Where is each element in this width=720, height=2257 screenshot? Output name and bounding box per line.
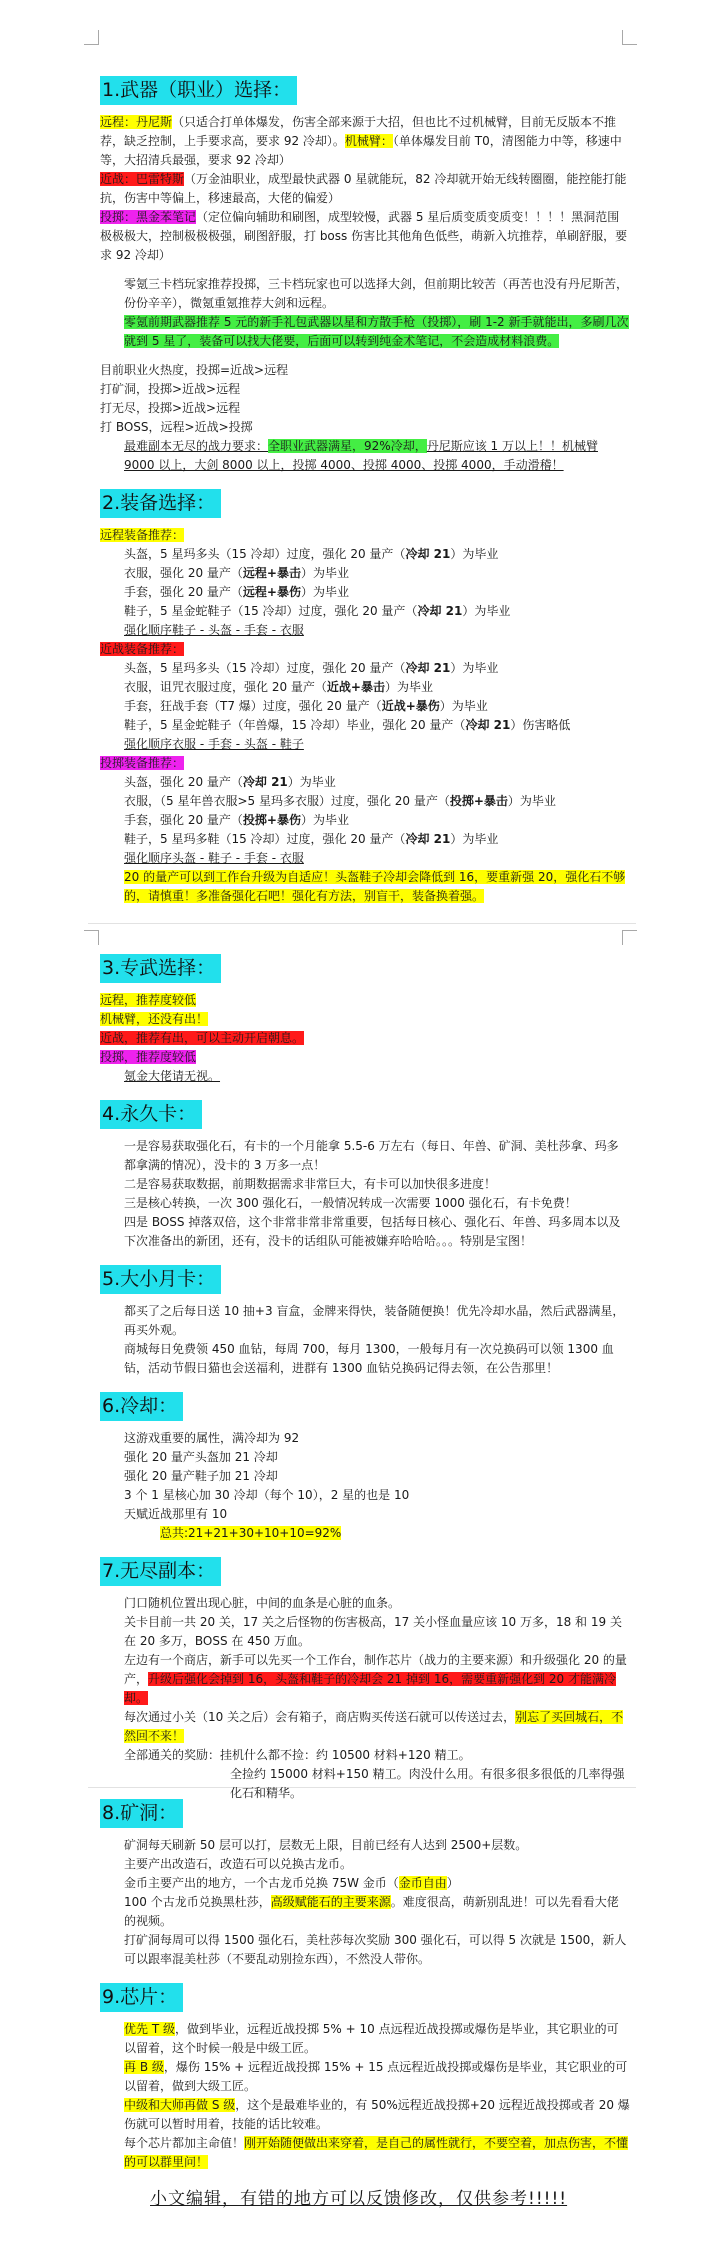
list-item: 投掷，推荐度较低 xyxy=(100,1050,197,1064)
paragraph: 零氪三卡档玩家推荐投掷，三卡档玩家也可以选择大剑，但前期比较苦（再苦也没有丹尼斯苦，份份辛辛），微氪重氪推荐大剑和远程。 xyxy=(124,277,629,310)
paragraph: 三是核心转换，一次 300 强化石，一般情况转成一次需要 1000 强化石，有卡免费！ xyxy=(124,1196,577,1210)
list-item: 头盔，5 星玛多头（15 冷却）过度，强化 20 量产（冷却 21）为毕业 xyxy=(124,547,499,561)
list-item: 衣服，诅咒衣服过度，强化 20 量产（近战+暴击）为毕业 xyxy=(124,680,433,694)
paragraph: 二是容易获取数据，前期数据需求非常巨大，有卡可以加快很多进度！ xyxy=(124,1177,497,1191)
list-item: 手套，强化 20 量产（远程+暴伤）为毕业 xyxy=(124,585,349,599)
paragraph: 零氪前期武器推荐 5 元的新手礼包武器以星和方散手枪（投掷），刷 1-2 新手就能出，多刷几次就到 5 星了，装备可以找大佬要，后面可以转到纯金术笔记，不会造成材料浪费。 xyxy=(124,315,629,348)
page-corner-mark xyxy=(622,30,637,45)
paragraph: 左边有一个商店，新手可以先买一个工作台，制作芯片（战力的主要来源）和升级强化 20 的量产，升级后强化会掉到 16，头盔和鞋子的冷却会 21 掉到 16，需要重新强化到 20 才能满冷却。 xyxy=(124,1653,627,1705)
cooldown-total: 总共:21+21+30+10+10=92% xyxy=(160,1526,342,1540)
document-page-3 xyxy=(100,1785,630,2172)
paragraph: 门口随机位置出现心脏，中间的血条是心脏的血条。 xyxy=(124,1596,401,1610)
paragraph: 中级和大师再做 S 级，这个是最难毕业的，有 50%远程近战投掷+20 远程近战投掷或者 20 爆伤就可以暂时用着，技能的话比较难。 xyxy=(124,2098,630,2131)
highlight-note: 20 的量产可以到工作台升级为自适应！头盔鞋子冷却会降低到 16，要重新强 20，强化石不够的，请慎重！多准备强化石吧！强化有方法，别盲干，装备换着强。 xyxy=(124,870,626,903)
list-item: 强化顺序鞋子 - 头盔 - 手套 - 衣服 xyxy=(124,623,304,637)
paragraph: 近战：巴雷特斯（万金油职业，成型最快武器 0 星就能玩，82 冷却就开始无线转圈圈，能控能打能抗，伤害中等偏上，移速最高，大佬的偏爱） xyxy=(100,172,627,205)
section-heading: 4.永久卡： xyxy=(100,1100,202,1129)
paragraph: 商城每日免费领 450 血钻，每周 700，每月 1300，一般每月有一次兑换码可以领 1300 血钻，活动节假日猫也会送福利，进群有 1300 血钻兑换码记得去领，在公告那里！ xyxy=(124,1342,614,1375)
list-item: 衣服，强化 20 量产（远程+暴击）为毕业 xyxy=(124,566,349,580)
paragraph: 投掷：黑金苯笔记（定位偏向辅助和刷图，成型较慢，武器 5 星后质变质变质变！！！！黑洞范围极极极大，控制极极极强，刷图舒服，打 boss 伤害比其他角色低些，萌新入坑推荐，单刷舒服，要求 92 冷却） xyxy=(100,210,628,262)
subheading: 近战装备推荐： xyxy=(100,642,185,656)
page-break xyxy=(88,923,636,924)
paragraph: 远程：丹尼斯（只适合打单体爆发，伤害全部来源于大招，但也比不过机械臂，目前无反版本不推荐，缺乏控制，上手要求高，要求 92 冷却）。机械臂：（单体爆发目前 T0，清图能力中等，移速中等，大招清兵最强，要求 92 冷却） xyxy=(100,115,622,167)
list-item: 衣服，（5 星年兽衣服>5 星玛多衣服）过度，强化 20 量产（投掷+暴击）为毕业 xyxy=(124,794,556,808)
list-item: 近战，推荐有出，可以主动开启朝息。 xyxy=(100,1031,305,1045)
section-heading: 7.无尽副本： xyxy=(100,1557,221,1586)
paragraph: 打无尽，投掷>近战>远程 xyxy=(100,401,241,415)
paragraph: 优先 T 级，做到毕业，远程近战投掷 5% + 10 点远程近战投掷或爆伤是毕业，其它职业的可以留着，这个时候一般是中级工匠。 xyxy=(124,2022,619,2055)
paragraph: 打矿洞，投掷>近战>远程 xyxy=(100,382,241,396)
section-heading: 6.冷却： xyxy=(100,1392,183,1421)
page-corner-mark xyxy=(84,30,99,45)
paragraph: 四是 BOSS 掉落双倍，这个非常非常非常重要，包括每日核心、强化石、年兽、玛多周本以及下次准备出的新团，还有，没卡的话组队可能被嫌弃哈哈哈。。。特别是宝图！ xyxy=(124,1215,621,1248)
list-item: 鞋子，5 星玛多鞋（15 冷却）过度，强化 20 量产（冷却 21）为毕业 xyxy=(124,832,499,846)
section-heading: 3.专武选择： xyxy=(100,954,221,983)
paragraph: 主要产出改造石，改造石可以兑换古龙币。 xyxy=(124,1857,353,1871)
paragraph: 目前职业火热度，投掷=近战>远程 xyxy=(100,363,289,377)
document-page-2 xyxy=(100,940,630,1803)
document-page-1 xyxy=(100,62,630,906)
list-item: 鞋子，5 星金蛇鞋子（15 冷却）过度，强化 20 量产（冷却 21）为毕业 xyxy=(124,604,511,618)
list-item: 手套，狂战手套（T7 爆）过度，强化 20 量产（近战+暴伤）为毕业 xyxy=(124,699,488,713)
paragraph: 100 个古龙币兑换黑杜莎，高级赋能石的主要来源。难度很高，萌新别乱进！可以先看看大佬的视频。 xyxy=(124,1895,619,1928)
paragraph: 每个芯片都加主命值！刚开始随便做出来穿着，是自己的属性就行，不要空着，加点伤害，不懂的可以群里问！ xyxy=(124,2136,629,2169)
list-item: 氪金大佬请无视。 xyxy=(124,1069,221,1083)
list-item: 头盔，强化 20 量产（冷却 21）为毕业 xyxy=(124,775,336,789)
list-item: 这游戏重要的属性，满冷却为 92 xyxy=(124,1431,300,1445)
paragraph: 再 B 级，爆伤 15% + 远程近战投掷 15% + 15 点远程近战投掷或爆伤是毕业，其它职业的可以留着，做到大级工匠。 xyxy=(124,2060,628,2093)
section-heading: 2.装备选择： xyxy=(100,489,221,518)
section-heading: 5.大小月卡： xyxy=(100,1265,221,1294)
paragraph: 打矿洞每周可以得 1500 强化石，美杜莎每次奖励 300 强化石，可以得 5 次就是 1500，新人可以跟率混美杜莎（不要乱动别捡东西），不然没人带你。 xyxy=(124,1933,627,1966)
list-item: 头盔，5 星玛多头（15 冷却）过度，强化 20 量产（冷却 21）为毕业 xyxy=(124,661,499,675)
paragraph: 一是容易获取强化石，有卡的一个月能拿 5.5-6 万左右（每日、年兽、矿洞、美杜莎拿、玛多都拿满的情况），没卡的 3 万多一点！ xyxy=(124,1139,619,1172)
list-item: 强化顺序衣服 - 手套 - 头盔 - 鞋子 xyxy=(124,737,304,751)
footer-note: 小文编辑，有错的地方可以反馈修改，仅供参考!!!!! xyxy=(150,2189,568,2209)
paragraph: 每次通过小关（10 关之后）会有箱子，商店购买传送石就可以传送过去，别忘了买回城石，不然回不来！ xyxy=(124,1710,624,1743)
list-item: 强化顺序头盔 - 鞋子 - 手套 - 衣服 xyxy=(124,851,304,865)
paragraph: 最难副本无尽的战力要求：全职业武器满星，92%冷却，丹尼斯应该 1 万以上！！机械臂 9000 以上，大剑 8000 以上，投掷 4000、投掷 4000、投掷 4000，手动滑稽！ xyxy=(124,439,598,472)
section-heading: 9.芯片： xyxy=(100,1983,183,2012)
paragraph: 金币主要产出的地方，一个古龙币兑换 75W 金币（金币自由） xyxy=(124,1876,459,1890)
list-item: 强化 20 量产鞋子加 21 冷却 xyxy=(124,1469,278,1483)
paragraph: 全部通关的奖励：挂机什么都不捡：约 10500 材料+120 精工。 xyxy=(124,1748,471,1762)
list-item: 机械臂，还没有出！ xyxy=(100,1012,209,1026)
paragraph: 矿洞每天刷新 50 层可以打，层数无上限，目前已经有人达到 2500+层数。 xyxy=(124,1838,528,1852)
paragraph: 关卡目前一共 20 关，17 关之后怪物的伤害极高，17 关小怪血量应该 10 万多，18 和 19 关在 20 多万，BOSS 在 450 万血。 xyxy=(124,1615,622,1648)
list-item: 强化 20 量产头盔加 21 冷却 xyxy=(124,1450,278,1464)
paragraph: 全捡约 15000 材料+150 精工。肉没什么用。有很多很多很低的几率得强化石和精华。 xyxy=(230,1767,625,1800)
subheading: 远程装备推荐： xyxy=(100,528,185,542)
subheading: 投掷装备推荐： xyxy=(100,756,185,770)
section-heading: 1.武器（职业）选择： xyxy=(100,76,297,105)
paragraph: 都买了之后每日送 10 抽+3 盲盒，金牌来得快，装备随便换！优先冷却水晶，然后武器满星，再买外观。 xyxy=(124,1304,625,1337)
list-item: 3 个 1 星核心加 30 冷却（每个 10），2 星的也是 10 xyxy=(124,1488,410,1502)
list-item: 天赋近战那里有 10 xyxy=(124,1507,228,1521)
list-item: 手套，强化 20 量产（投掷+暴伤）为毕业 xyxy=(124,813,349,827)
list-item: 鞋子，5 星金蛇鞋子（年兽爆，15 冷却）毕业，强化 20 量产（冷却 21）伤害略低 xyxy=(124,718,571,732)
list-item: 远程，推荐度较低 xyxy=(100,993,197,1007)
page-corner-mark xyxy=(84,930,99,945)
section-heading: 8.矿洞： xyxy=(100,1799,183,1828)
paragraph: 打 BOSS，远程>近战>投掷 xyxy=(100,420,253,434)
